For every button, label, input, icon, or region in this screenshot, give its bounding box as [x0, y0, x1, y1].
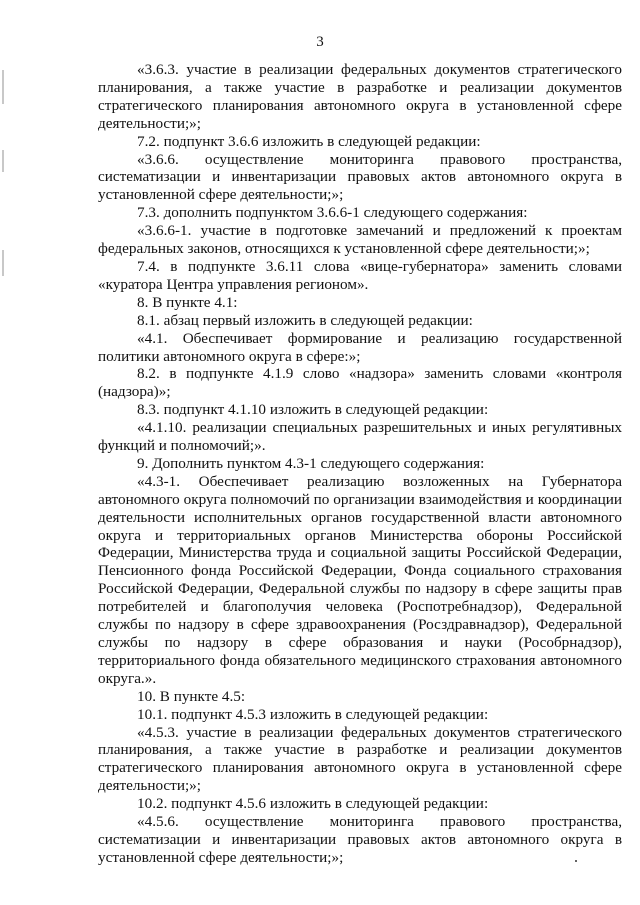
paragraph: «4.1. Обеспечивает формирование и реализацию государственной политики автономного округа в сфере:»;	[98, 329, 622, 365]
margin-mark	[2, 150, 4, 172]
margin-mark	[2, 70, 4, 104]
paragraph: «3.6.6-1. участие в подготовке замечаний и предложений к проектам федеральных законов, относящихся к установленной сфере деятельности;»;	[98, 222, 622, 258]
document-body	[98, 61, 622, 867]
paragraph: «3.6.3. участие в реализации федеральных документов стратегического планирования, а также участие в разработке и реализации документов стратегического планирования автономного округа в установленной сфере деятельности;»;	[98, 61, 622, 132]
paragraph: «4.5.3. участие в реализации федеральных документов стратегического планирования, а также участие в разработке и реализации документов стратегического планирования автономного округа в установленной сфере деятельности;»;	[98, 723, 622, 795]
paragraph: 10. В пункте 4.5:	[137, 687, 246, 705]
scan-margin-marks	[0, 0, 8, 905]
paragraph: 8.2. в подпункте 4.1.9 слово «надзора» заменить словами «контроля (надзора)»;	[98, 365, 622, 401]
paragraph: 8.1. абзац первый изложить в следующей редакции:	[137, 311, 473, 329]
paragraph: 7.3. дополнить подпунктом 3.6.6-1 следующего содержания:	[137, 204, 528, 222]
paragraph: «4.5.6. осуществление мониторинга правового пространства, систематизации и инвентаризации правовых актов автономного округа в установленной сфере деятельности;»;	[98, 813, 622, 866]
paragraph: 10.2. подпункт 4.5.6 изложить в следующей редакции:	[137, 795, 489, 813]
paragraph: 10.1. подпункт 4.5.3 изложить в следующей редакции:	[137, 705, 489, 723]
paragraph: «3.6.6. осуществление мониторинга правового пространства, систематизации и инвентаризации правовых актов автономного округа в установленной сфере деятельности;»;	[98, 150, 622, 204]
paragraph: 7.4. в подпункте 3.6.11 слова «вице-губернатора» заменить словами «куратора Центра управления регионом».	[98, 257, 622, 293]
paragraph: «4.3-1. Обеспечивает реализацию возложенных на Губернатора автономного округа полномочий по организации взаимодействия и координации деятельности исполнительных органов государственной власти автономного округа и территориальных органов Министерства обороны Российской Федерации, Министерства труда и социальной защиты Российской Федерации, Пенсионного фонда Российской Федерации, Фонда социального страхования Российской Федерации, Федеральной службы по надзору в сфере защиты прав потребителей и благополучия человека (Роспотребнадзор), Федеральной службы по надзору в сфере здравоохранения (Росздравнадзор), Федеральной службы по надзору в сфере образования и науки (Рособрнадзор), территориального фонда обязательного медицинского страхования автономного округа.».	[98, 472, 622, 687]
scan-speck	[575, 860, 577, 862]
paragraph: 9. Дополнить пунктом 4.3-1 следующего содержания:	[137, 454, 485, 472]
paragraph: 7.2. подпункт 3.6.6 изложить в следующей редакции:	[137, 132, 481, 150]
paragraph: 8.3. подпункт 4.1.10 изложить в следующей редакции:	[137, 401, 489, 419]
page-number: 3	[316, 34, 324, 50]
paragraph: «4.1.10. реализации специальных разрешительных и иных регулятивных функций и полномочий;».	[98, 419, 622, 455]
margin-mark	[2, 250, 4, 276]
paragraph: 8. В пункте 4.1:	[137, 293, 238, 311]
